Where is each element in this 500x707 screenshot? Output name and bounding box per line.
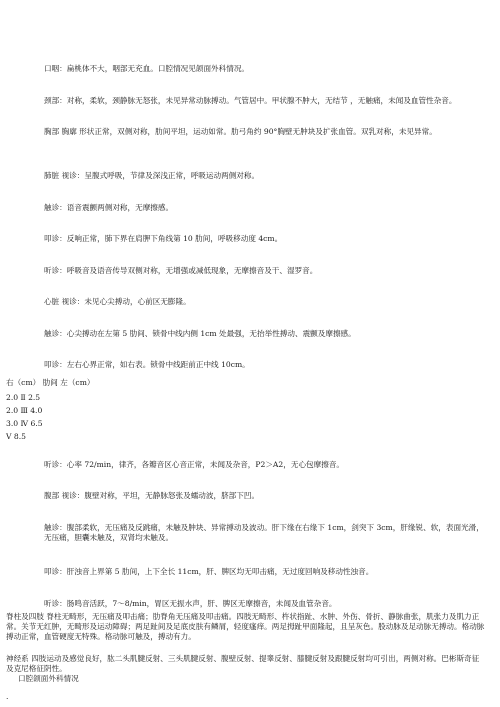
text-line: 叩诊：肝浊音上界第 5 肋间，上下全长 11cm，肝、脾区均无叩击痛，无过度回响及移动性浊音。 [44, 567, 374, 576]
text-line: 颈部：对称，柔软，颈静脉无怒张，未见异常动脉搏动。气管居中。甲状腺不肿大，无结节 ，无触痛，未闻及血管性杂音。 [44, 96, 457, 105]
text-line: 胸部 胸廓 形状正常，双侧对称，肋间平坦，运动如常。肋弓角约 90°胸壁无肿块及扩张血管。双乳对称，未见异常。 [44, 127, 437, 136]
text-line: 心脏 视诊：未见心尖搏动，心前区无膨隆。 [44, 297, 191, 306]
table-row: 3.0 Ⅳ 6.5 [6, 419, 43, 428]
text-line: 口咽：扁桃体不大，咽部无充血。口腔情况见颌面外科情况。 [44, 64, 250, 73]
text-line: 听诊：心率 72/min，律齐，各瓣音区心音正常，未闻及杂音，P2＞A2，无心包摩擦音。 [44, 460, 345, 469]
text-line: 听诊：呼吸音及语音传导双侧对称，无增强或减低现象，无摩擦音及干、湿罗音。 [44, 266, 318, 275]
paragraph: 神经系 四肢运动及感觉良好，肱二头肌腱反射、三头肌腱反射、腹壁反射、提睾反射、膝腱反射及跟腱反射均可引出，两侧对称。巴彬斯奇征及克尼格征阴性。 [6, 654, 480, 673]
text-line: 触诊：语音震颤两侧对称，无摩擦感。 [44, 203, 174, 212]
text-line: 触诊：心尖搏动在左第 5 肋间、锁骨中线内侧 1cm 处最强，无抬举性搏动、震颤及摩擦感。 [44, 329, 356, 338]
section-title: 口腔颌面外科情况 [18, 674, 79, 683]
text-line: 听诊：肠鸣音活跃，7～8/min，胃区无振水声，肝、脾区无摩擦音，未闻及血管杂音。 [44, 599, 337, 608]
paragraph: 脊柱及四肢 脊柱无畸形，无压痛及叩击痛；肋脊角无压痛及叩击痛。四肢无畸形、杵状指趾、水肿、外伤、骨折、静脉曲张，肌张力及肌力正常。关节无红肿，无畸形及运动障碍；两足趾间及足底皮肤有鳞屑，轻度瘙痒。两足拇趾甲面隆起，且呈灰色。股动脉及足动脉无搏动。格动脉搏动正常，血管硬度无特殊。格动脉可触及，搏动有力。 [6, 612, 485, 641]
text-line: 肺脏 视诊：呈腹式呼吸，节律及深浅正常，呼吸运动两侧对称。 [44, 171, 260, 180]
paragraph: 触诊：腹部柔软，无压痛及反跳痛，未触及肿块、异常搏动及波动。肝下缘在右缘下 1cm，剑突下 3cm，肝缘锐、软，表面光滑，无压痛，胆囊未触及，双肾均未触及。 [44, 523, 484, 542]
text-line: 叩诊：反响正常，肺下界在肩胛下角线第 10 肋间，呼吸移动度 4cm。 [44, 234, 283, 243]
table-header: 右（cm） 肋间 左（cm） [6, 378, 95, 387]
text-line: 腹部 视诊：腹壁对称，平坦，无静脉怒张及蠕动波，脐部下凹。 [44, 491, 260, 500]
text-line: 叩诊：左右心界正常，如右表。锁骨中线距前正中线 10cm。 [44, 360, 250, 369]
table-row: 2.0 Ⅱ 2.5 [6, 393, 41, 402]
table-row: Ⅴ 8.5 [6, 432, 26, 441]
text-line: . [6, 692, 9, 701]
table-row: 2.0 Ⅲ 4.0 [6, 406, 43, 415]
